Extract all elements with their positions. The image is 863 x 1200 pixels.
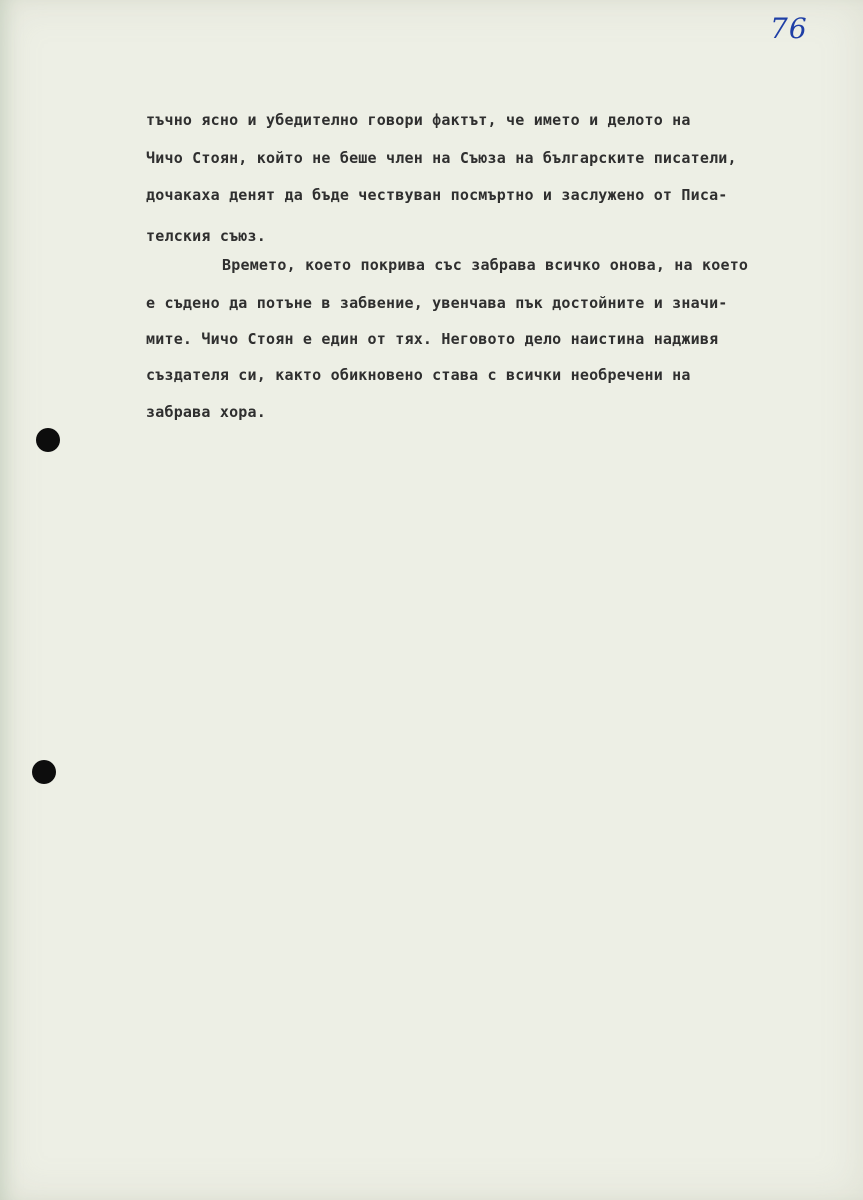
text-line: дочакаха денят да бъде чествуван посмъртно и заслужено от Писа- <box>146 186 728 204</box>
text-line: забрава хора. <box>146 403 266 421</box>
text-line: Времето, което покрива със забрава всичко онова, на което <box>222 256 749 274</box>
text-line: е съдено да потъне в забвение, увенчава пък достойните и значи- <box>146 294 728 312</box>
text-line: Чичо Стоян, който не беше член на Съюза на българските писатели, <box>146 149 737 167</box>
page-number: 76 <box>770 12 808 45</box>
text-line: създателя си, както обикновено става с всички необречени на <box>146 366 691 384</box>
text-line: телския съюз. <box>146 227 266 245</box>
text-line: тъчно ясно и убедително говори фактът, че името и делото на <box>146 111 691 129</box>
text-line: мите. Чичо Стоян е един от тях. Неговото дело наистина надживя <box>146 330 719 348</box>
